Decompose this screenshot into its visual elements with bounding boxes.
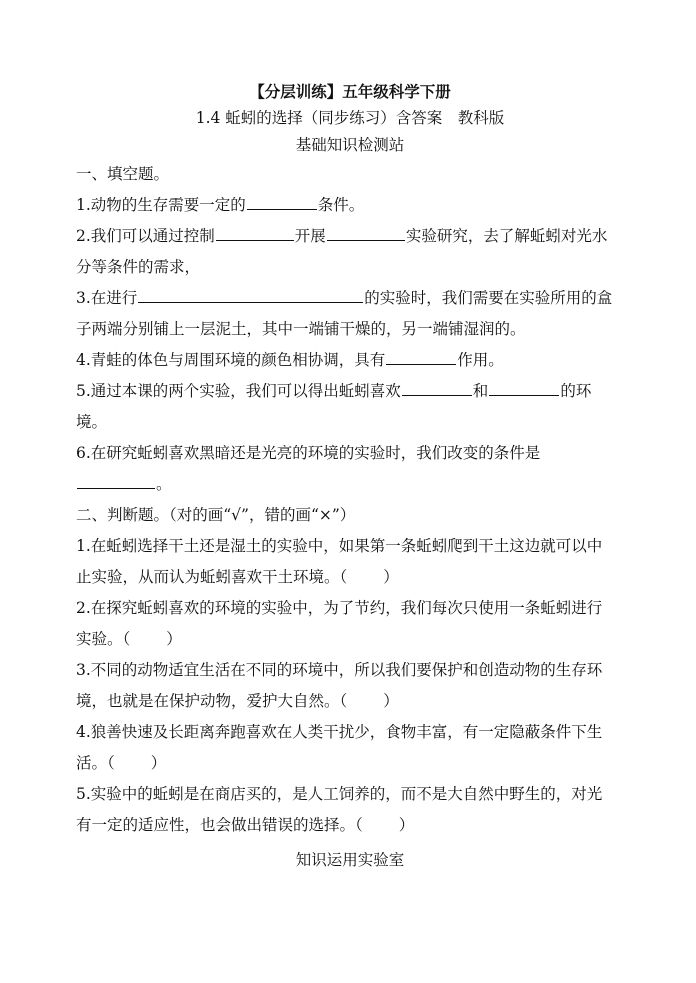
answer-blank[interactable] xyxy=(386,349,456,365)
answer-blank[interactable] xyxy=(327,225,405,241)
answer-blank[interactable] xyxy=(77,473,155,489)
answer-blank[interactable] xyxy=(402,380,472,396)
worksheet-title: 【分层训练】五年级科学下册 xyxy=(249,82,451,101)
judge-question-2 xyxy=(76,593,624,655)
judge-question-1 xyxy=(76,531,624,593)
fill-question-2 xyxy=(76,221,624,283)
answer-blank[interactable] xyxy=(216,225,294,241)
answer-blank[interactable] xyxy=(489,380,559,396)
question-text: 2.在探究蚯蚓喜欢的环境的实验中，为了节约，我们每次只使用一条蚯蚓进行 xyxy=(76,599,603,617)
worksheet-subtitle: 1.4 蚯蚓的选择（同步练习）含答案 教科版 xyxy=(195,109,505,127)
question-text: 的实验时，我们需要在实验所用的盒 xyxy=(364,289,613,307)
question-text: ） xyxy=(383,568,399,586)
question-text: 分等条件的需求， xyxy=(76,258,201,276)
question-text: 境，也就是在保护动物，爱护大自然。（ xyxy=(76,692,348,710)
judge-question-4 xyxy=(76,717,624,779)
question-text: 3.在进行 xyxy=(76,289,138,307)
answer-blank[interactable] xyxy=(247,194,317,210)
question-text: 条件。 xyxy=(317,196,365,214)
question-text: ） xyxy=(166,630,182,648)
question-text: 作用。 xyxy=(457,351,504,369)
question-text: 境。 xyxy=(76,413,108,431)
question-text: 5.通过本课的两个实验，我们可以得出蚯蚓喜欢 xyxy=(76,382,401,400)
question-text: 4.狼善快速及长距离奔跑喜欢在人类干扰少，食物丰富，有一定隐蔽条件下生 xyxy=(76,723,603,741)
question-text: 的环 xyxy=(560,382,592,400)
question-text: 实验研究，去了解蚯蚓对光水 xyxy=(405,227,608,245)
fill-question-5 xyxy=(76,376,624,438)
question-text: 2.我们可以通过控制 xyxy=(76,227,215,245)
question-text: ） xyxy=(150,754,167,772)
fill-question-4 xyxy=(76,345,624,376)
question-text: 4.青蛙的体色与周围环境的颜色相协调，具有 xyxy=(76,351,386,369)
fill-question-6 xyxy=(76,438,624,500)
judge-section-heading: 二、判断题。（对的画“√”，错的画“×”） xyxy=(76,506,356,524)
judge-question-3 xyxy=(76,655,624,717)
question-text: 子两端分别铺上一层泥土，其中一端铺干燥的，另一端铺湿润的。 xyxy=(76,320,526,338)
section-title-basic: 基础知识检测站 xyxy=(295,136,405,154)
question-text: 止实验，从而认为蚯蚓喜欢干土环境。（ xyxy=(76,568,348,586)
question-text: 有一定的适应性，也会做出错误的选择。（ xyxy=(76,816,363,834)
question-text: 6.在研究蚯蚓喜欢黑暗还是光亮的环境的实验时，我们改变的条件是 xyxy=(76,444,541,462)
question-text: 和 xyxy=(472,382,489,400)
question-text: 1.动物的生存需要一定的 xyxy=(76,196,246,214)
question-text: 开展 xyxy=(294,227,326,245)
judge-question-5 xyxy=(76,779,624,841)
fill-question-1 xyxy=(76,190,624,221)
question-text: 3.不同的动物适宜生活在不同的环境中，所以我们要保护和创造动物的生存环 xyxy=(76,661,603,679)
fill-question-3 xyxy=(76,283,624,345)
section-title-application: 知识运用实验室 xyxy=(295,851,405,869)
question-text: 。 xyxy=(156,475,172,493)
question-text: 活。（ xyxy=(76,754,115,772)
question-text: 1.在蚯蚓选择干土还是湿土的实验中，如果第一条蚯蚓爬到干土这边就可以中 xyxy=(76,537,603,555)
question-text: 实验。（ xyxy=(76,630,131,648)
question-text: 5.实验中的蚯蚓是在商店买的，是人工饲养的，而不是大自然中野生的，对光 xyxy=(76,785,603,803)
question-text: ） xyxy=(398,816,415,834)
worksheet-page xyxy=(76,78,624,875)
question-text: ） xyxy=(383,692,399,710)
fill-section-heading: 一、填空题。 xyxy=(76,165,170,183)
answer-blank[interactable] xyxy=(138,287,363,303)
